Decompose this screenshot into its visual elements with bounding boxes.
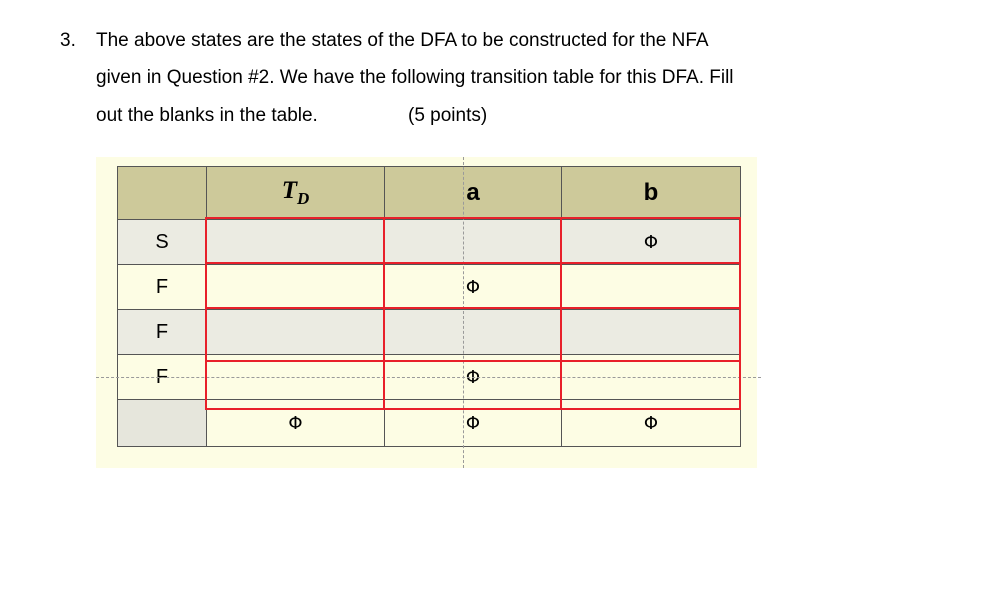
blank-highlight-divider bbox=[205, 262, 741, 264]
header-a: a bbox=[385, 167, 562, 220]
header-b: b bbox=[562, 167, 741, 220]
blank-highlight-outline bbox=[205, 217, 741, 410]
a-cell: Φ bbox=[385, 400, 562, 447]
b-cell: Φ bbox=[562, 220, 741, 265]
header-td bbox=[207, 167, 385, 220]
state-cell: S bbox=[118, 220, 207, 265]
question-text-line-3: out the blanks in the table. bbox=[96, 105, 318, 126]
blank-highlight-divider bbox=[383, 217, 385, 410]
header-td-letter: T bbox=[281, 177, 297, 204]
state-cell bbox=[118, 400, 207, 447]
question-points: (5 points) bbox=[408, 105, 488, 126]
blank-highlight-divider bbox=[560, 217, 562, 410]
header-corner-cell bbox=[118, 167, 207, 220]
question-text-line-2: given in Question #2. We have the following transition table for this DFA. Fill bbox=[96, 67, 734, 88]
question-number: 3. bbox=[60, 30, 76, 51]
state-cell: F bbox=[118, 265, 207, 310]
blank-highlight-divider bbox=[205, 360, 741, 362]
td-cell: Φ bbox=[207, 400, 385, 447]
state-cell: F bbox=[118, 310, 207, 355]
question-text-line-1: The above states are the states of the DFA to be constructed for the NFA bbox=[96, 30, 709, 51]
state-cell: F bbox=[118, 355, 207, 400]
header-td-subscript: D bbox=[297, 189, 310, 208]
blank-highlight-divider bbox=[205, 307, 741, 309]
a-cell: Φ bbox=[385, 355, 562, 400]
a-cell: Φ bbox=[385, 265, 562, 310]
table-header-row bbox=[118, 167, 741, 220]
b-cell: Φ bbox=[562, 400, 741, 447]
